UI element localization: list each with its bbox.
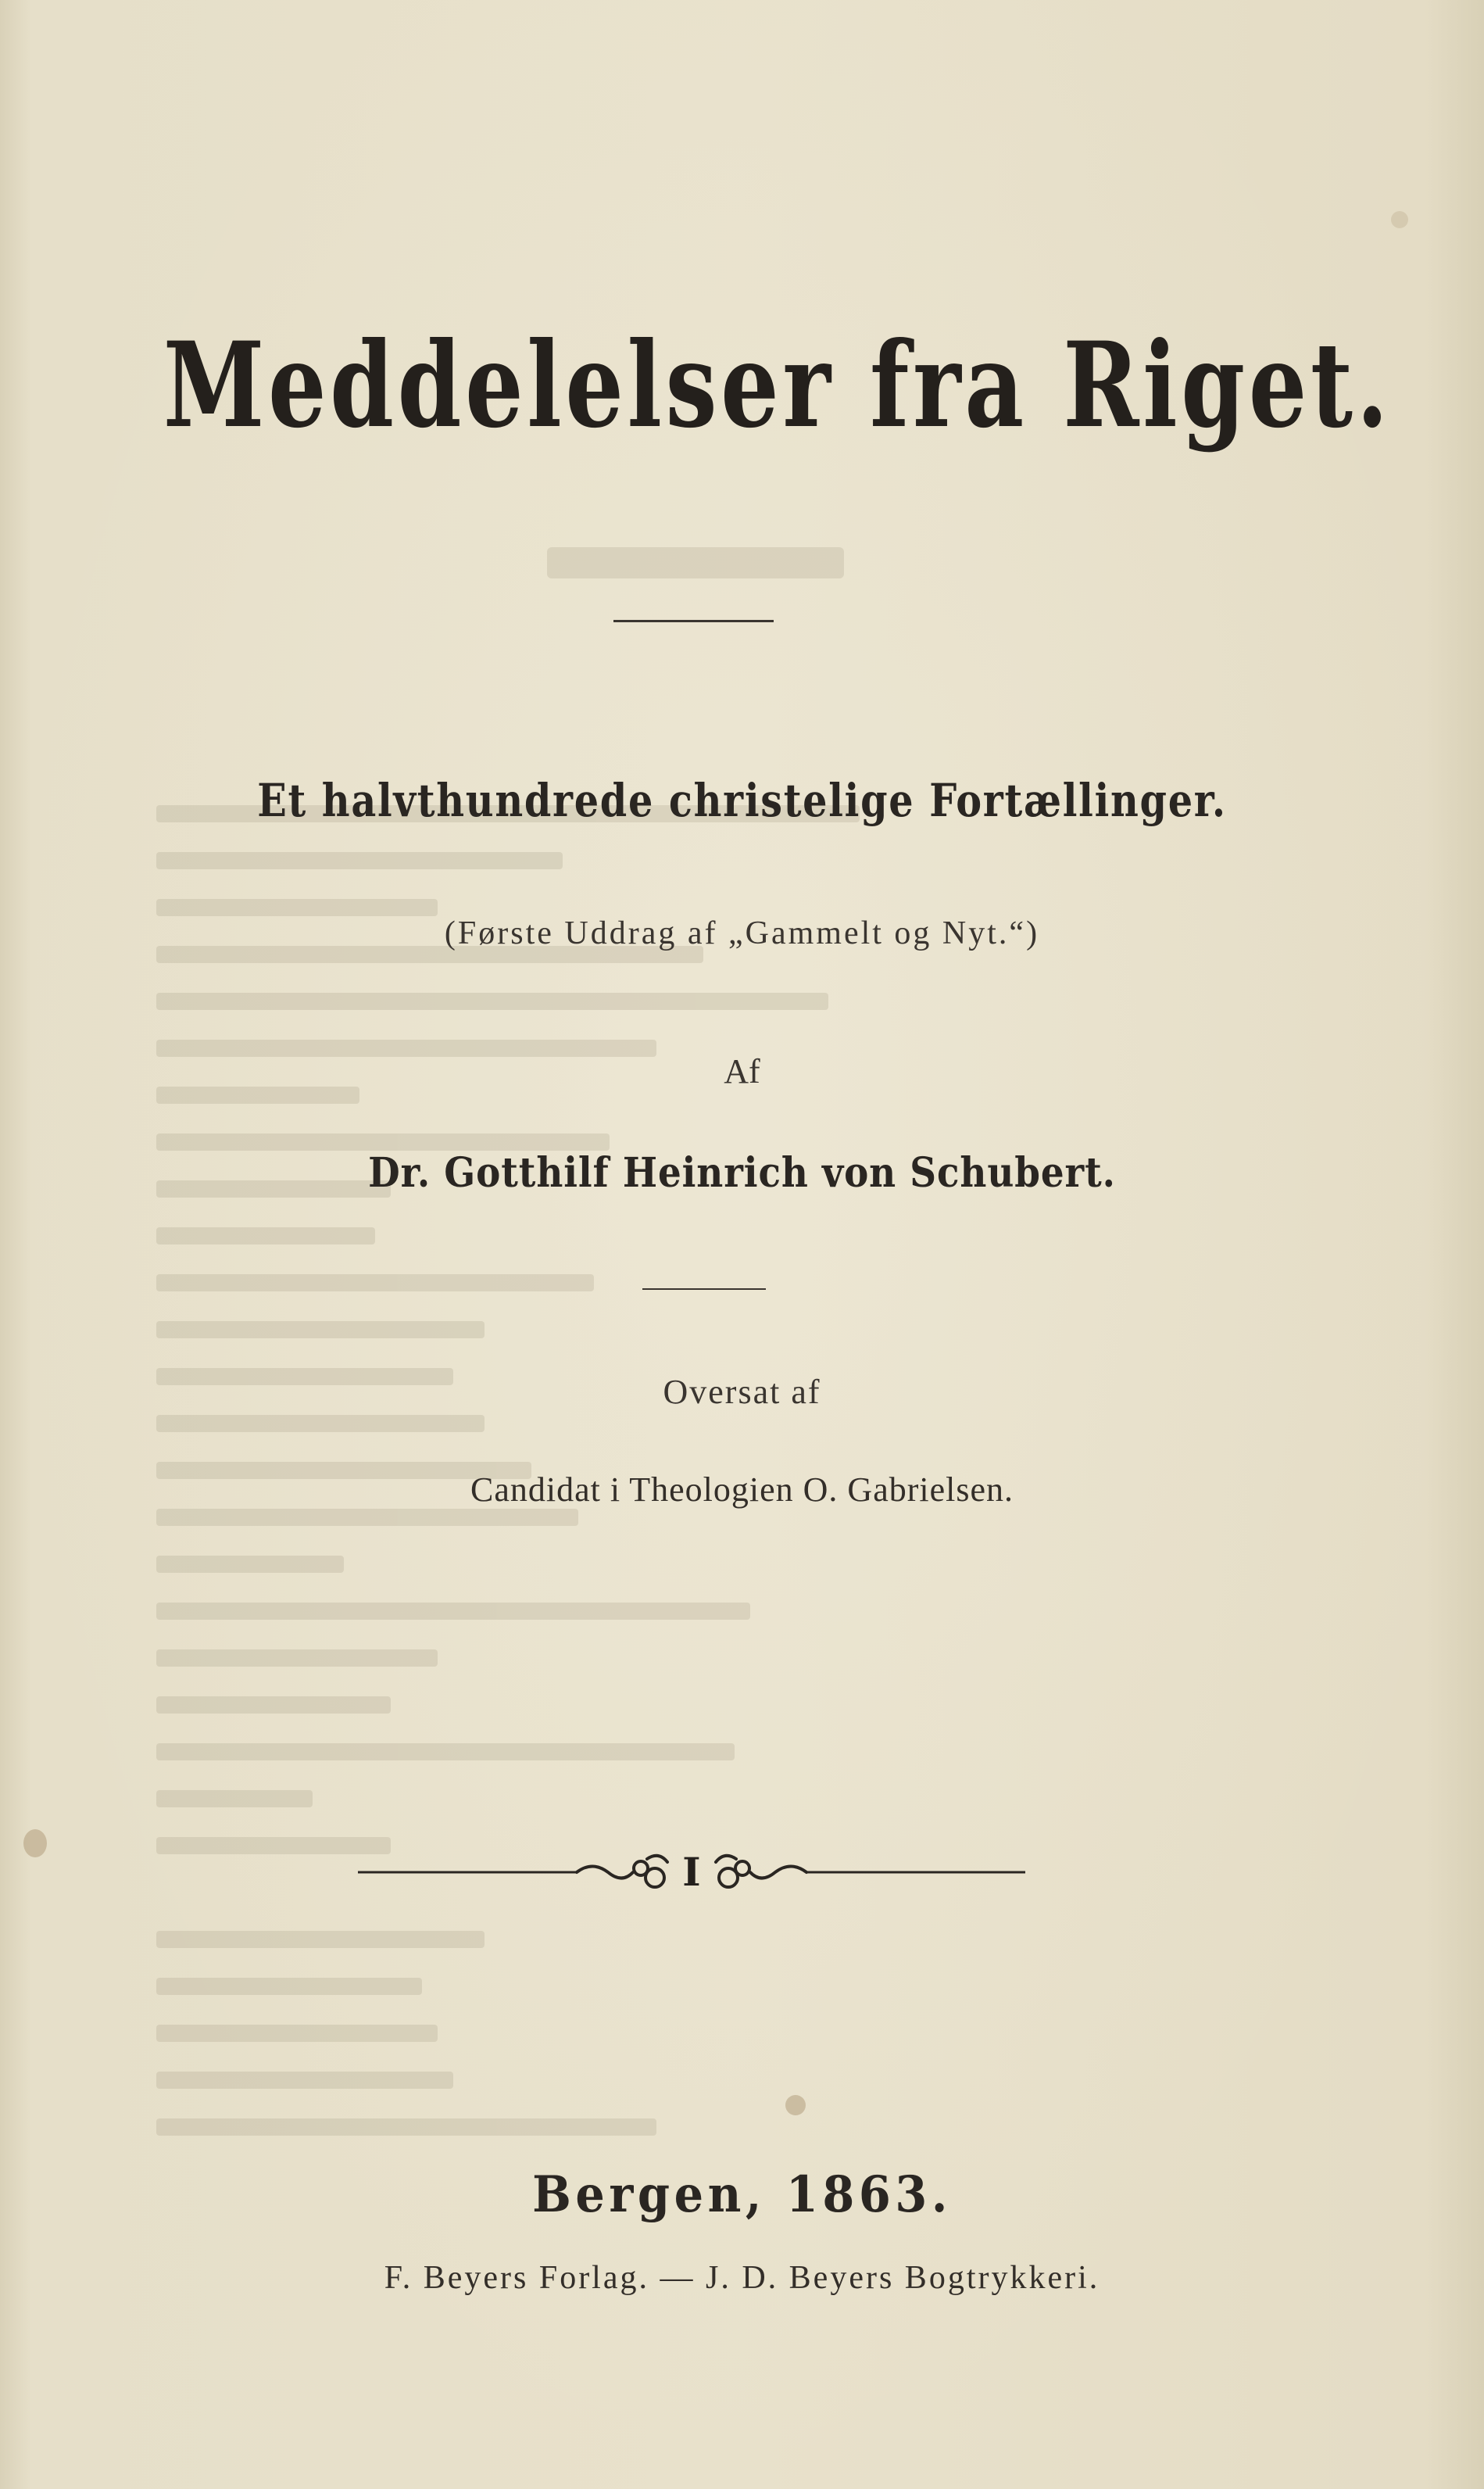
- foxing-spot: [23, 1829, 47, 1857]
- edition-note: (Første Uddrag af „Gammelt og Nyt.“): [444, 915, 1040, 951]
- translated-label: Oversat af: [663, 1373, 821, 1411]
- imprint-publisher: F. Beyers Forlag. — J. D. Beyers Bogtrykkeri.: [384, 2260, 1100, 2296]
- title-divider: [613, 620, 774, 622]
- book-subtitle: Et halvthundrede christelige Fortællinger.: [257, 774, 1227, 827]
- foxing-spot: [785, 2095, 806, 2115]
- by-label: Af: [724, 1052, 760, 1091]
- imprint-city-year: Bergen, 1863.: [532, 2165, 952, 2224]
- author-divider: [642, 1288, 766, 1290]
- volume-ornament: [358, 1845, 1025, 1900]
- volume-mark: I: [682, 1849, 701, 1895]
- foxing-spot: [1391, 211, 1408, 228]
- book-title: Meddelelser fra Riget.: [163, 317, 1393, 454]
- translator-name: Candidat i Theologien O. Gabrielsen.: [470, 1470, 1014, 1509]
- author-name: Dr. Gotthilf Heinrich von Schubert.: [368, 1149, 1116, 1197]
